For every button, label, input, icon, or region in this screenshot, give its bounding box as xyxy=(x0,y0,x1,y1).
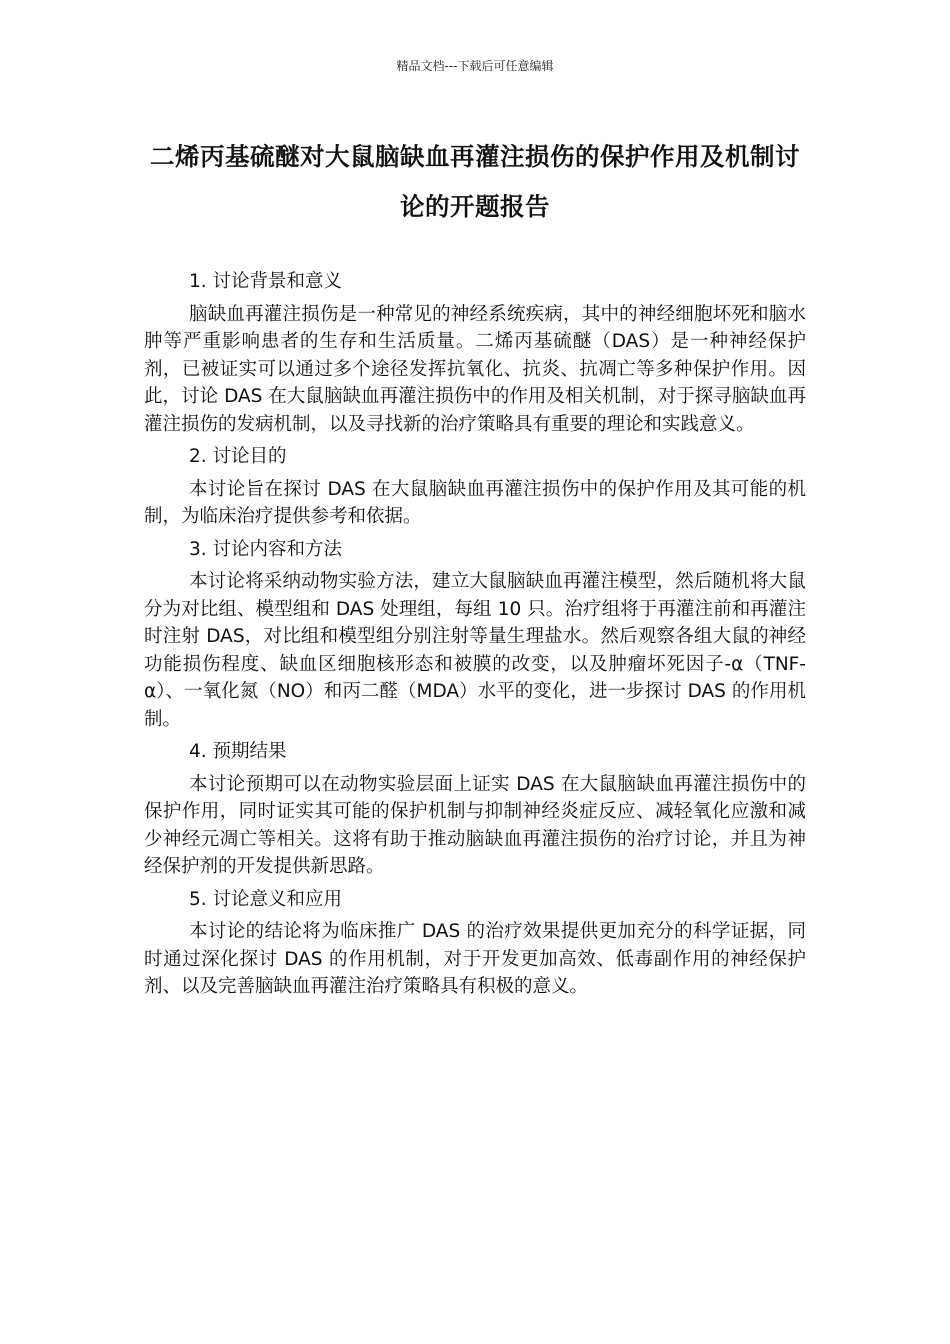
section-paragraph: 本讨论旨在探讨 DAS 在大鼠脑缺血再灌注损伤中的保护作用及其可能的机制，为临床治疗提供参考和依据。 xyxy=(144,478,806,527)
section-3 xyxy=(144,536,806,734)
section-paragraph: 本讨论的结论将为临床推广 DAS 的治疗效果提供更加充分的科学证据，同时通过深化探讨 DAS 的作用机制，对于开发更加高效、低毒副作用的神经保护剂、以及完善脑缺血再灌注治疗策略具有积极的意义。 xyxy=(144,921,806,997)
section-1 xyxy=(144,268,806,438)
document-body xyxy=(144,268,806,1006)
section-paragraph: 脑缺血再灌注损伤是一种常见的神经系统疾病，其中的神经细胞坏死和脑水肿等严重影响患者的生存和生活质量。二烯丙基硫醚（DAS）是一种神经保护剂，已被证实可以通过多个途径发挥抗氧化、抗炎、抗凋亡等多种保护作用。因此，讨论 DAS 在大鼠脑缺血再灌注损伤中的作用及相关机制，对于探寻脑缺血再灌注损伤的发病机制，以及寻找新的治疗策略具有重要的理论和实践意义。 xyxy=(144,303,806,435)
section-5 xyxy=(144,886,806,1001)
document-title: 二烯丙基硫醚对大鼠脑缺血再灌注损伤的保护作用及机制讨论的开题报告 xyxy=(150,142,800,221)
section-heading: 3. 讨论内容和方法 xyxy=(189,538,343,560)
section-paragraph: 本讨论预期可以在动物实验层面上证实 DAS 在大鼠脑缺血再灌注损伤中的保护作用，同时证实其可能的保护机制与抑制神经炎症反应、减轻氧化应激和减少神经元凋亡等相关。这将有助于推动脑缺血再灌注损伤的治疗讨论，并且为神经保护剂的开发提供新思路。 xyxy=(144,773,806,877)
header-note: 精品文档---下载后可任意编辑 xyxy=(396,59,554,73)
section-2 xyxy=(144,443,806,531)
section-heading: 2. 讨论目的 xyxy=(189,446,287,467)
section-paragraph: 本讨论将采纳动物实验方法，建立大鼠脑缺血再灌注模型，然后随机将大鼠分为对比组、模型组和 DAS 处理组，每组 10 只。治疗组将于再灌注前和再灌注时注射 DAS，对比组和模型组分别注射等量生理盐水。然后观察各组大鼠的神经功能损伤程度、缺血区细胞核形态和被膜的改变，以及肿瘤坏死因子-α（TNF-α）、一氧化氮（NO）和丙二醛（MDA）水平的变化，进一步探讨 DAS 的作用机制。 xyxy=(144,571,806,730)
section-heading: 1. 讨论背景和意义 xyxy=(189,271,343,292)
section-heading: 4. 预期结果 xyxy=(189,741,287,762)
section-heading: 5. 讨论意义和应用 xyxy=(189,888,343,910)
section-4 xyxy=(144,738,806,881)
